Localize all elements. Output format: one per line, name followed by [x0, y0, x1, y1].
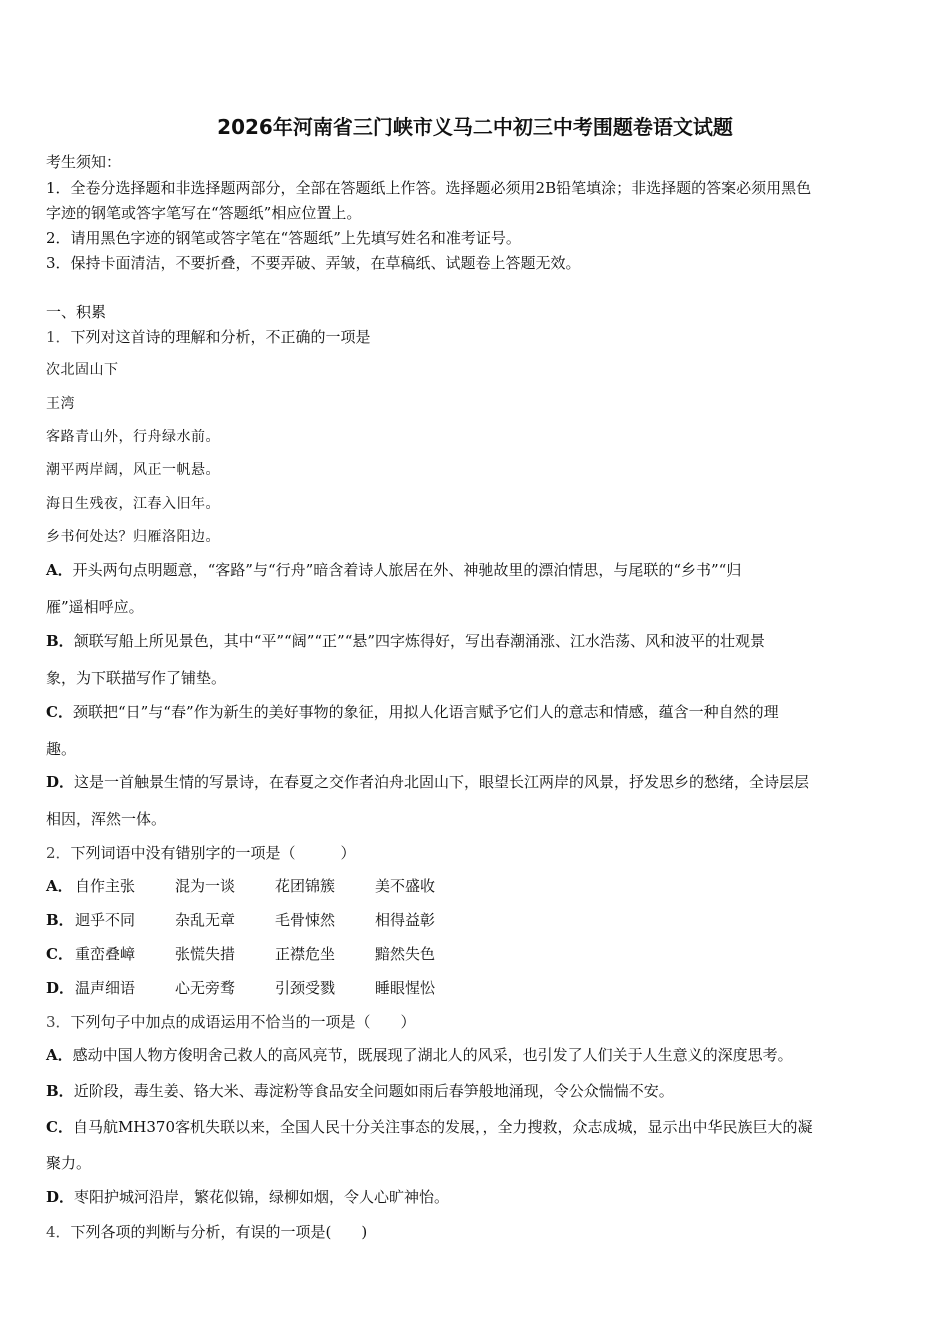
option-a-cont: 雁”遥相呼应。: [46, 598, 144, 616]
poem-line: 客路青山外，行舟绿水前。: [46, 429, 220, 445]
option-a: A．感动中国人物方俊明舍己救人的高风亮节，既展现了湖北人的风采，也引发了人们关于人生意义的深度思考。: [46, 1046, 793, 1064]
option-c-cont: 聚力。: [46, 1154, 92, 1172]
option-d: D．枣阳护城河沿岸，繁花似锦，绿柳如烟，令人心旷神怡。: [46, 1188, 450, 1206]
option-b: B．近阶段，毒生姜、铬大米、毒淀粉等食品安全问题如雨后春笋般地涌现，令公众惴惴不安。: [46, 1082, 674, 1100]
question-4-stem: [46, 1222, 908, 1242]
question-1-stem: [46, 327, 908, 347]
option-c: C． 重峦叠嶂 张慌失措 正襟危坐 黯然失色: [46, 945, 436, 963]
option-c: C．自马航MH370客机失联以来，全国人民十分关注事态的发展，，全力搜救，众志成城，显示出中华民族巨大的凝: [46, 1118, 813, 1136]
notice-item: 1．全卷分选择题和非选择题两部分，全部在答题纸上作答。选择题必须用2B铅笔填涂；非选择题的答案必须用黑色: [46, 179, 812, 197]
option-a: A． 自作主张 混为一谈 花团锦簇 美不盛收: [46, 877, 436, 895]
question-text: 下列对这首诗的理解和分析，不正确的一项是: [70, 328, 371, 346]
question-number: 1．: [46, 328, 71, 346]
page-title: 2026年河南省三门峡市义马二中初三中考围题卷语文试题: [217, 115, 733, 139]
option-b-cont: 象，为下联描写作了铺垫。: [46, 669, 227, 687]
question-number: 4．: [46, 1223, 71, 1241]
question-text: 下列各项的判断与分析，有误的一项是( ): [70, 1223, 368, 1241]
notice-item: 3．保持卡面清洁，不要折叠，不要弄破、弄皱，在草稿纸、试题卷上答题无效。: [46, 254, 581, 272]
option-c-cont: 趣。: [46, 740, 77, 758]
option-a: A．开头两句点明题意，“客路”与“行舟”暗含着诗人旅居在外、神驰故里的漂泊情思，与尾联的“乡书”“归: [46, 561, 742, 579]
option-d-cont: 相因，浑然一体。: [46, 810, 167, 828]
notice-item: 2．请用黑色字迹的钢笔或答字笔在“答题纸”上先填写姓名和准考证号。: [46, 229, 521, 247]
section-heading: 一、积累: [46, 303, 107, 321]
poem-title: 次北固山下: [46, 362, 119, 378]
notice-heading: 考生须知：: [46, 153, 122, 171]
poem-line: 海日生残夜，江春入旧年。: [46, 496, 220, 512]
option-d: D．温声细语 心无旁骛 引颈受戮 睡眼惺忪: [46, 979, 436, 997]
question-2-stem: [46, 843, 908, 863]
question-3-stem: [46, 1012, 908, 1032]
question-number: 3．: [46, 1013, 71, 1031]
question-text: 下列词语中没有错别字的一项是（ ）: [70, 844, 356, 862]
question-number: 2．: [46, 844, 71, 862]
option-d: D．这是一首触景生情的写景诗，在春夏之交作者泊舟北固山下，眼望长江两岸的风景，抒发思乡的愁绪，全诗层层: [46, 773, 810, 791]
question-text: 下列句子中加点的成语运用不恰当的一项是（ ）: [70, 1013, 416, 1031]
option-b: B．颔联写船上所见景色，其中“平”“阔”“正”“悬”四字炼得好，写出春潮涌涨、江水浩荡、风和波平的壮观景: [46, 632, 766, 650]
poem-author: 王湾: [46, 396, 75, 412]
notice-item: 字迹的钢笔或答字笔写在“答题纸”相应位置上。: [46, 204, 362, 222]
poem-line: 潮平两岸阔，风正一帆悬。: [46, 462, 220, 478]
poem-line: 乡书何处达？归雁洛阳边。: [46, 529, 220, 545]
option-b: B．迥乎不同 杂乱无章 毛骨悚然 相得益彰: [46, 911, 436, 929]
option-c: C．颈联把“日”与“春”作为新生的美好事物的象征，用拟人化语言赋予它们人的意志和情感，蕴含一种自然的理: [46, 703, 779, 721]
